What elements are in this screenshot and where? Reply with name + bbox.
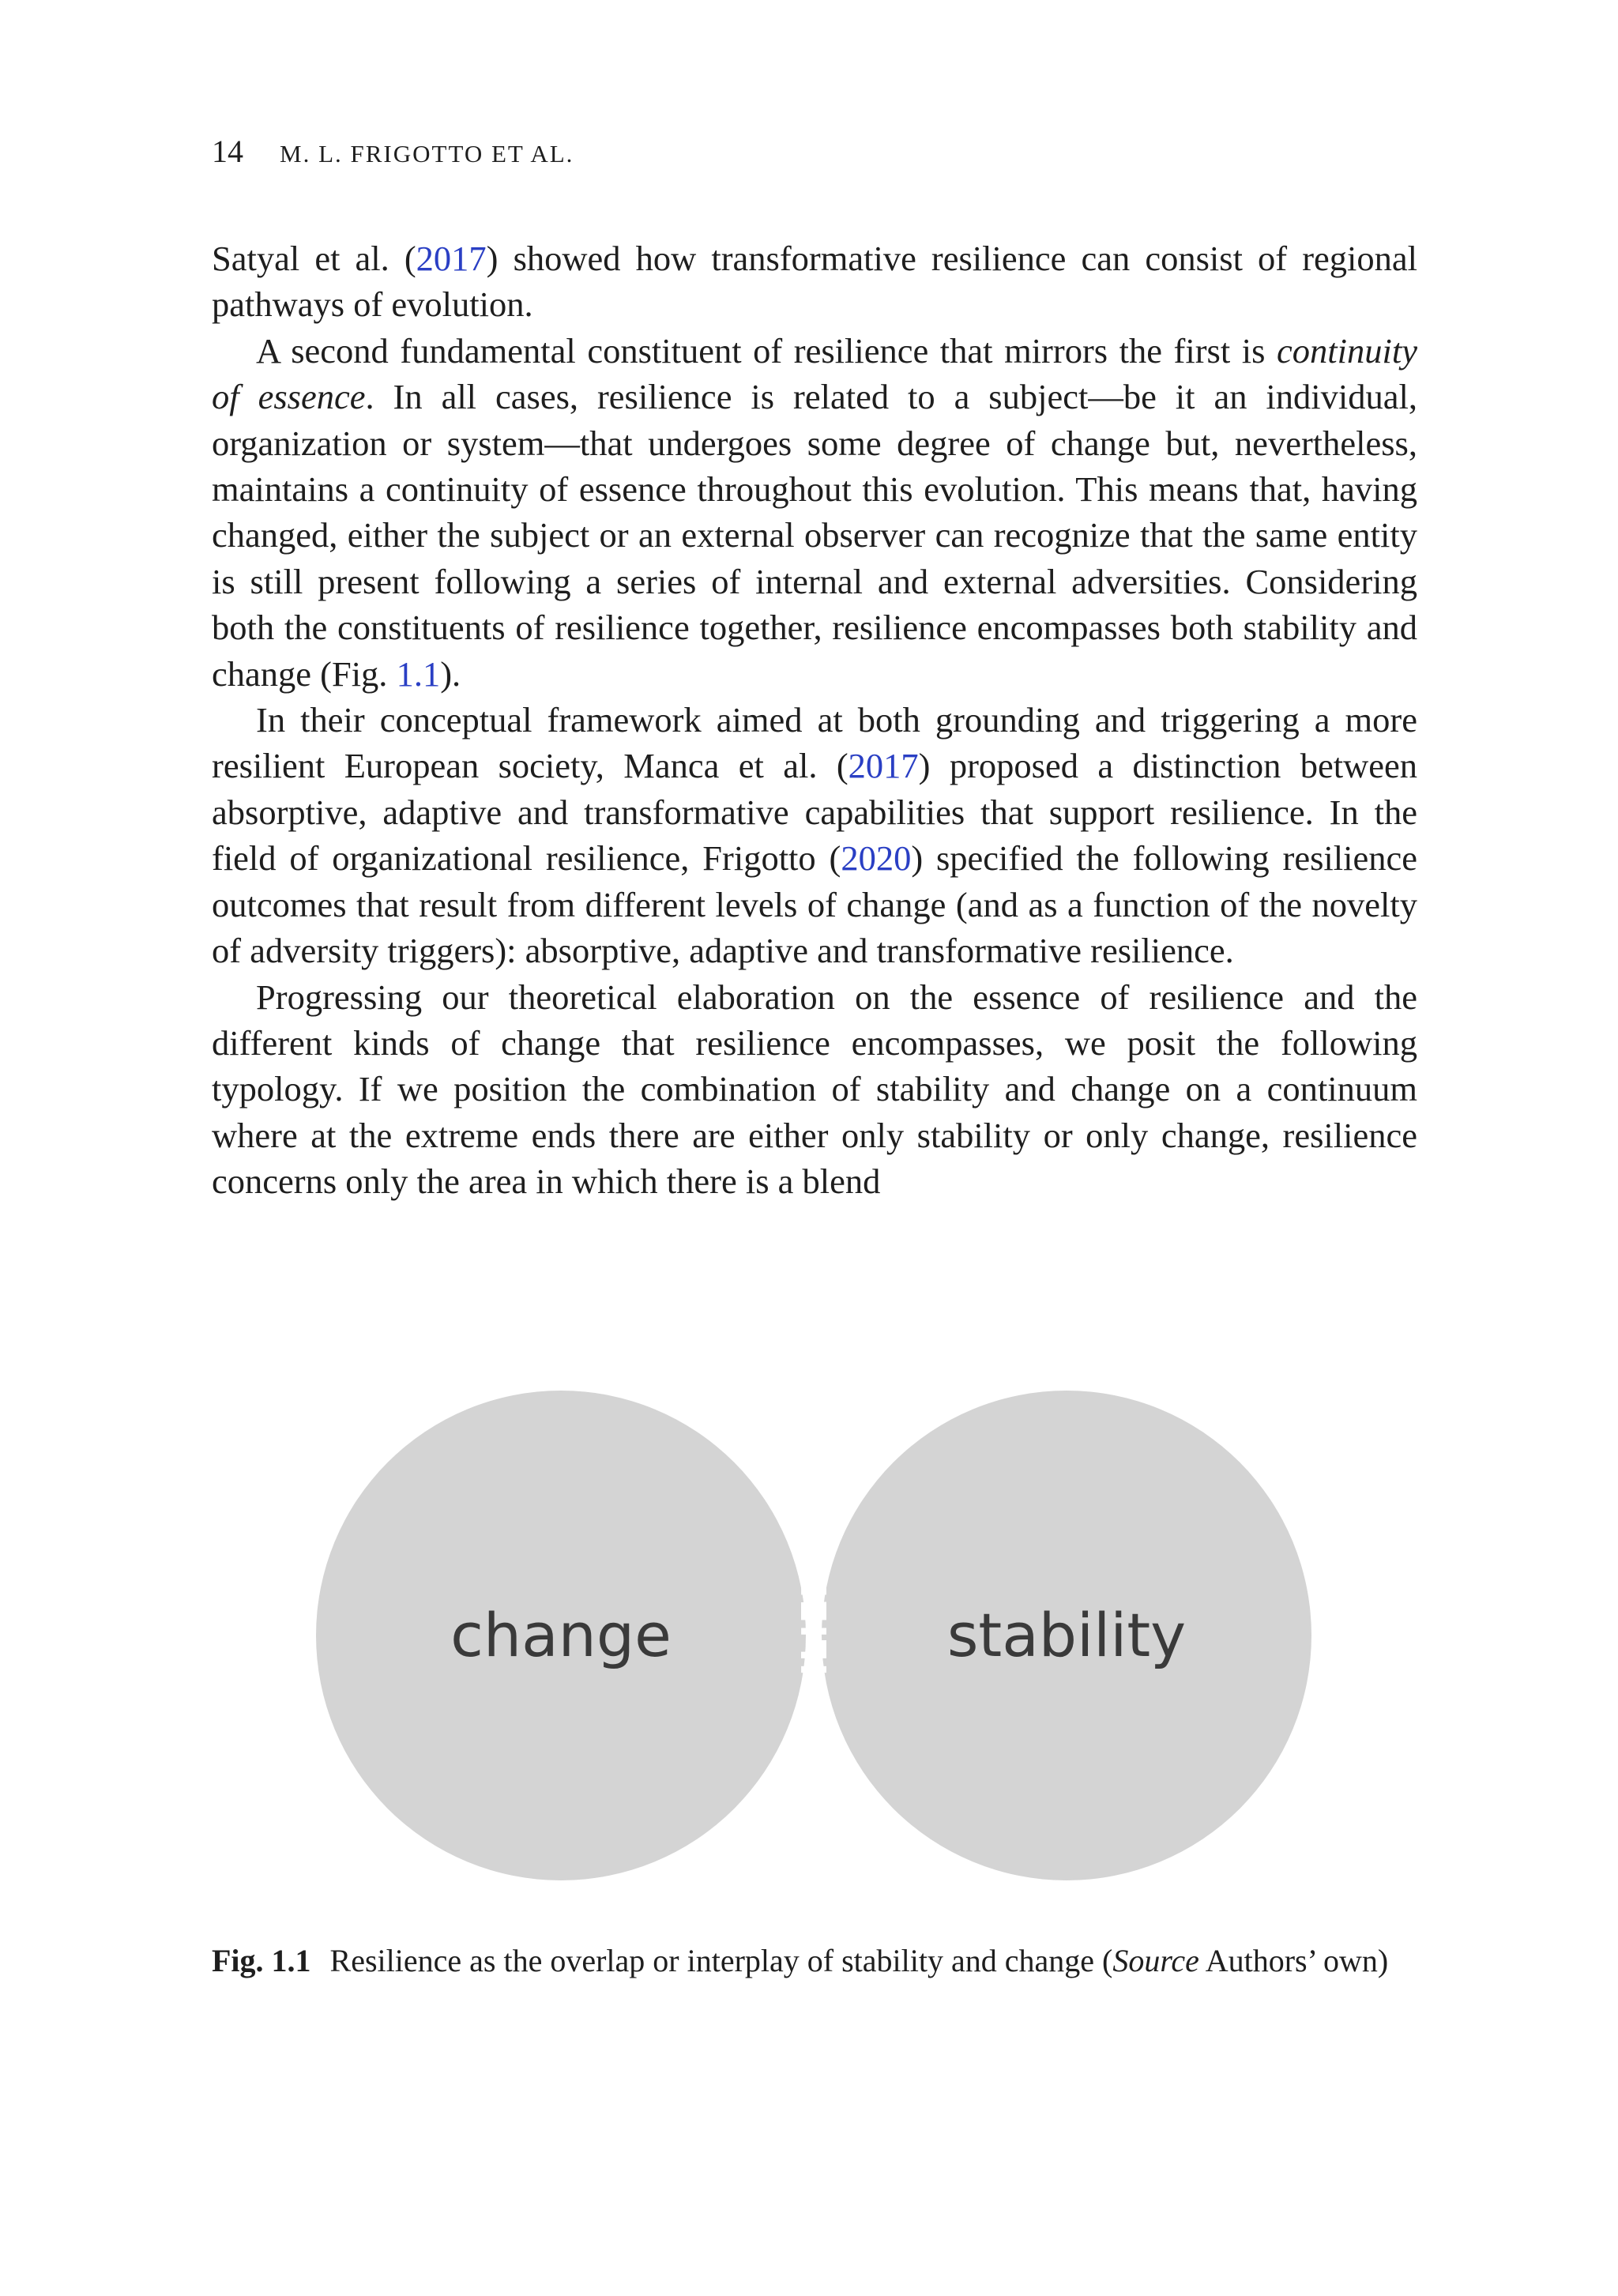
figure-caption [212, 1940, 1417, 1982]
resilience-label: RESILIENCE [795, 1515, 835, 1756]
text-run: Satyal et al. ( [212, 239, 416, 278]
text-run: A second fundamental constituent of resilience that mirrors the first is [256, 330, 1277, 371]
citation-link[interactable]: 2017 [848, 746, 919, 786]
text-run: ) specified the following resilience outcomes that result from different levels of change (and as a function of the novelty of adversity triggers): absorptive, adaptive and transformative resilience. [212, 838, 1417, 971]
text-run: . In all cases, resilience is related to a subject—be it an individual, organization or system—that undergoes some degree of change but, nevertheless, maintains a continuity of essence throughout this evolution. This means that, having changed, either the subject or an external observer can recognize that the same entity is still present following a series of internal and external adversities. Considering both the constituents of resilience together, resilience encompasses both stability and change (Fig. [212, 377, 1417, 694]
body-text [212, 235, 1417, 1205]
paragraph-4 [212, 974, 1417, 1205]
text-run: In their conceptual framework aimed at both grounding and triggering a more resilient European society, Manca et al. ( [212, 700, 1417, 786]
paragraph-1 [212, 235, 1417, 328]
figure-number: Fig. 1.1 [212, 1943, 311, 1978]
text-run: ) showed how transformative resilience can consist of regional pathways of evolution. [212, 239, 1417, 325]
paragraph-3 [212, 697, 1417, 973]
caption-text-end: Authors’ own) [1198, 1943, 1389, 1978]
citation-link[interactable]: 2017 [416, 239, 487, 278]
caption-text: Resilience as the overlap or interplay of stability and change ( [329, 1943, 1113, 1978]
emphasis-term: continuity of essence [212, 330, 1417, 417]
change-label: change [450, 1600, 672, 1670]
text-run: ). [440, 653, 461, 694]
caption-source-italic: Source [1112, 1943, 1199, 1978]
venn-diagram [308, 1359, 1319, 1912]
text-run: ) proposed a distinction between absorptive, adaptive and transformative capabilities that support resilience. In the field of organizational resilience, Frigotto ( [212, 746, 1417, 879]
paragraph-2 [212, 328, 1417, 697]
page-number: 14 [212, 134, 243, 169]
figure-reference-link[interactable]: 1.1 [396, 653, 441, 694]
running-head: M. L. FRIGOTTO ET AL. [280, 140, 574, 167]
text-run: Progressing our theoretical elaboration on the essence of resilience and the different kinds of change that resilience encompasses, we posit the following typology. If we position the combination of stability and change on a continuum where at the extreme ends there are either only stability or only change, resilience concerns only the area in which there is a blend [212, 977, 1417, 1202]
page-header [212, 133, 574, 173]
stability-label: stability [946, 1600, 1187, 1670]
citation-link[interactable]: 2020 [841, 838, 912, 879]
venn-diagram-figure [308, 1359, 1319, 1912]
